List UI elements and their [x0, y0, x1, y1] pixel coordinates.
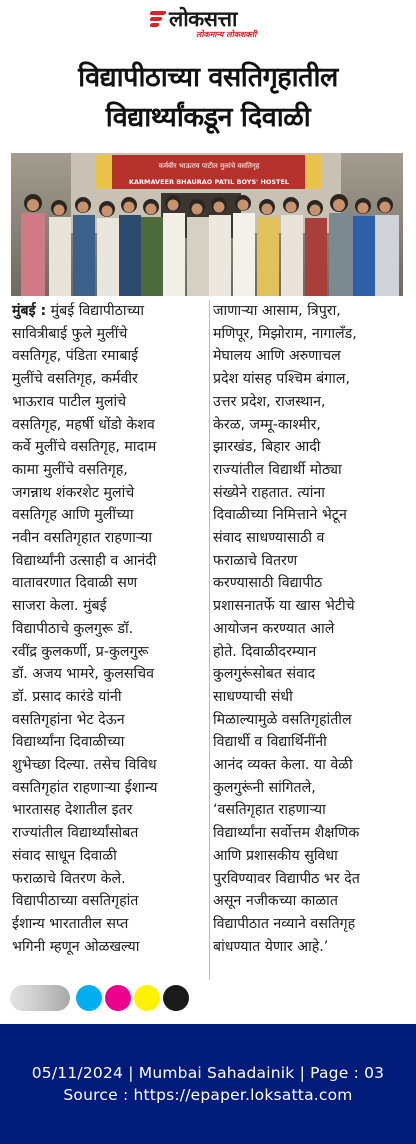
article-text-right: जाणाऱ्या आसाम, त्रिपुरा, मणिपूर, मिझोराम, नागालँड, मेघालय आणि अरुणाचल प्रदेश यांसह पश्चिम बंगाल, उत्तर प्रदेश, राजस्थान, केरळ, जम्मू-काश्मीर, झारखंड, बिहार आदी राज्यांतील विद्यार्थी मोठ्या संख्येने राहतात. त्यांना दिवाळीच्या निमित्ताने भेटून संवाद साधण्यासाठी व फराळाचे वितरण करण्यासाठी विद्यापीठ प्रशासनातर्फे या खास भेटीचे आयोजन करण्यात आले होते. दिवाळीदरम्यान कुलगुरूंसोबत संवाद साधण्याची संधी मिळाल्यामुळे वसतिगृहांतील विद्यार्थी व विद्यार्थिनींनी आनंद व्यक्त केला. या वेळी कुलगुरूंनी सांगितले, ‘वसतिगृहात राहणाऱ्या विद्यार्थ्यांना सर्वोत्तम शैक्षणिक आणि प्रशासकीय सुविधा पुरविण्यावर विद्यापीठ भर देत असून नजीकच्या काळात विद्यापीठात नव्याने वसतिगृह बांधण्यात येणार आहे.’ [213, 303, 360, 955]
dateline: मुंबई : [12, 303, 47, 319]
source-footer [0, 1024, 416, 1144]
headline-line-1: विद्यापीठाच्या वसतिगृहातील [78, 62, 338, 93]
group-photo-icon [11, 153, 403, 296]
magenta-dot [105, 985, 131, 1011]
print-registration-marks [10, 984, 192, 1012]
logo-text: लोकसत्ता [169, 7, 237, 31]
logo-tagline: लोकमान्य लोकशक्ती [196, 30, 257, 39]
black-dot [163, 985, 189, 1011]
masthead [0, 0, 416, 42]
logo-stripes-icon [150, 10, 166, 28]
headline-line-2: विद्यार्थ्यांकडून दिवाळी [105, 102, 311, 133]
banner-marathi-text: कर्मवीर भाऊराव पाटील मुलांचे वसतिगृह [158, 162, 260, 170]
footer-source-link[interactable]: Source : https://epaper.loksatta.com [63, 1086, 353, 1104]
footer-date-page: 05/11/2024 | Mumbai Sahadainik | Page : 03 [31, 1064, 385, 1082]
cyan-dot [76, 985, 102, 1011]
column-divider [209, 300, 210, 980]
article-column-left [12, 300, 208, 958]
yellow-dot [134, 985, 160, 1011]
article-paragraph-left [12, 300, 208, 958]
grayscale-bar [10, 985, 70, 1011]
article-headline [10, 58, 406, 138]
article-column-right [213, 300, 409, 958]
article-text-left: मुंबई विद्यापीठाच्या सावित्रीबाई फुले मुलींचे वसतिगृह, पंडिता रमाबाई मुलींचे वसतिगृह, कर्मवीर भाऊराव पाटील मुलांचे वसतिगृह, महर्षी धोंडो केशव कर्वे मुलींचे वसतिगृह, मादाम कामा मुलींचे वसतिगृह, जगन्नाथ शंकरशेट मुलांचे वसतिगृह आणि मुलींच्या नवीन वसतिगृहात राहणाऱ्या विद्यार्थ्यांनी उत्साही व आनंदी वातावरणात दिवाळी सण साजरा केला. मुंबई विद्यापीठाचे कुलगुरू डॉ. रवींद्र कुलकर्णी, प्र-कुलगुरू डॉ. अजय भामरे, कुलसचिव डॉ. प्रसाद कारंडे यांनी वसतिगृहांना भेट देऊन विद्यार्थ्यांना दिवाळीच्या शुभेच्छा दिल्या. तसेच विविध वसतिगृहांत राहणाऱ्या ईशान्य भारतासह देशातील इतर राज्यांतील विद्यार्थ्यांसोबत संवाद साधून दिवाळी फराळाचे वितरण केले. विद्यापीठाच्या वसतिगृहांत ईशान्य भारतातील सप्त भगिनी म्हणून ओळखल्या [12, 303, 158, 955]
banner-english-text: KARMAVEER BHAURAO PATIL BOYS' HOSTEL [128, 178, 290, 186]
group-photo [11, 153, 403, 296]
